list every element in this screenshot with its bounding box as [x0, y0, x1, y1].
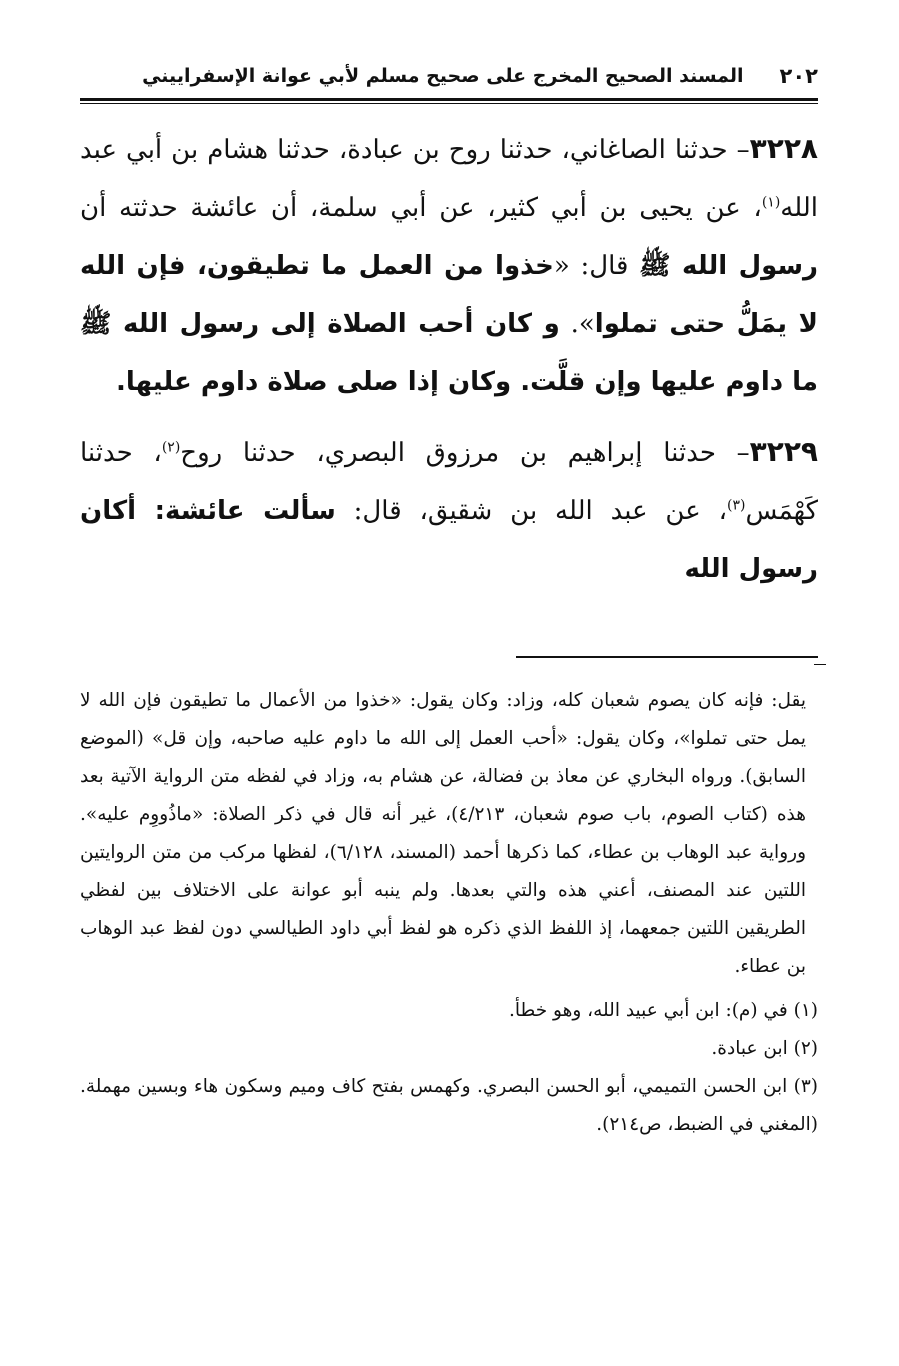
- footnote-separator: [516, 656, 818, 658]
- footnote-marker: (١): [761, 194, 781, 211]
- matn-text: و كان أحب الصلاة إلى رسول الله ﷺ ما داوم عليها وإن قلَّت. وكان إذا صلى صلاة داوم عليها.: [80, 309, 818, 397]
- hadith-number: ٣٢٢٩: [749, 435, 818, 468]
- footnotes: [80, 682, 818, 1144]
- isnad-text: قال: «: [553, 251, 640, 281]
- header-rule-thick: [80, 98, 818, 101]
- hadith-number: ٣٢٢٨: [749, 132, 818, 165]
- matn-text: خذوا من العمل ما تطيقون، فإن الله لا يمَلُّ حتى تملوا: [80, 251, 819, 339]
- isnad-text: – حدثنا الصاغاني، حدثنا روح بن عبادة، حدثنا هشام بن أبي عبد الله: [80, 135, 818, 223]
- isnad-text: – حدثنا إبراهيم بن مرزوق البصري، حدثنا روح: [180, 438, 750, 468]
- running-header: [80, 58, 818, 94]
- book-page: [80, 58, 818, 1144]
- isnad-text: ».: [559, 309, 595, 339]
- footnote-item: (٢) ابن عبادة.: [711, 1038, 818, 1059]
- footnote-item: (٣) ابن الحسن التميمي، أبو الحسن البصري. وكهمس بفتح كاف وميم وسكون هاء وبسين مهملة. (المغني في الضبط، ص٢١٤).: [80, 1076, 818, 1135]
- footnote-marker: (٣): [726, 497, 746, 514]
- footnote-item: (١) في (م): ابن أبي عبيد الله، وهو خطأ.: [509, 1000, 818, 1021]
- matn-text: رسول الله ﷺ: [639, 251, 818, 281]
- hadith-entry: [80, 423, 818, 598]
- isnad-text: ، عن عبد الله بن شقيق، قال:: [335, 496, 727, 526]
- header-rule-thin: [80, 103, 818, 104]
- running-title: المسند الصحيح المخرج على صحيح مسلم لأبي عوانة الإسفراييني: [142, 65, 744, 87]
- isnad-text: ، عن يحيى بن أبي كثير، عن أبي سلمة، أن عائشة حدثته أن: [80, 193, 762, 223]
- matn-text: سألت عائشة: أكان رسول الله: [80, 496, 818, 584]
- hadith-entry: [80, 120, 818, 411]
- footnote-continuation: يقل: فإنه كان يصوم شعبان كله، وزاد: وكان يقول: «خذوا من الأعمال ما تطيقون فإن الله لا يمل حتى تملوا»، وكان يقول: «أحب العمل إلى الله ما داوم عليه صاحبه، وإن قل» (الموضع السابق). ورواه البخاري عن معاذ بن فضالة، عن هشام به، وزاد في لفظه متن الرواية الآتية بعد هذه (كتاب الصوم، باب صوم شعبان، ٤/٢١٣)، غير أنه قال في ذكر الصلاة: «ماذُووِم عليه». ورواية عبد الوهاب بن عطاء، كما ذكرها أحمد (المسند، ٦/١٢٨)، لفظها مركب من متن الروايتين اللتين عند المصنف، أعني هذه والتي بعدها. ولم ينبه أبو عوانة على الاختلاف بين لفظي الطريقين اللتين جمعهما، إذ اللفظ الذي ذكره هو لفظ أبي داود الطيالسي دون لفظ عبد الوهاب بن عطاء.: [80, 682, 818, 986]
- main-text: [80, 120, 818, 598]
- isnad-text: ، حدثنا كَهْمَس: [80, 438, 818, 526]
- page-number: ٢٠٢: [779, 64, 818, 88]
- footnote-marker: (٢): [161, 439, 181, 456]
